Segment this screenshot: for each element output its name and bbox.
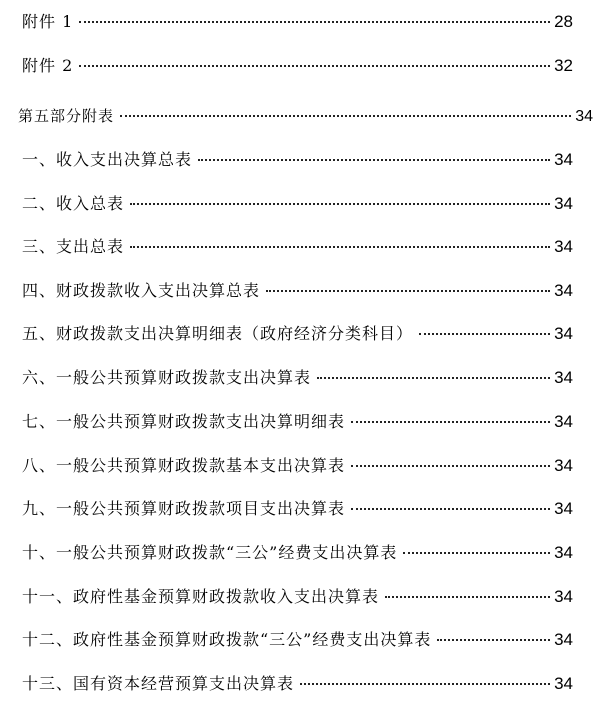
toc-entry-page: 34 [554,499,573,518]
dot-leader [266,290,550,292]
toc-entry-label: 六、一般公共预算财政拨款支出决算表 [22,368,312,387]
toc-entry-label: 附件 2 [22,56,74,75]
toc-entry-page: 28 [554,12,573,31]
dot-leader [351,421,550,423]
toc-entry-page: 34 [554,674,573,693]
toc-entry-label: 八、一般公共预算财政拨款基本支出决算表 [22,456,346,475]
toc-entry-label: 十、一般公共预算财政拨款“三公”经费支出决算表 [22,543,398,562]
toc-entry-page: 34 [554,368,573,387]
toc-entry-page: 34 [554,587,573,606]
toc-entry-page: 34 [554,150,573,169]
toc-entry-page: 32 [554,56,573,75]
toc-entry-label: 一、收入支出决算总表 [22,150,193,169]
toc-entry-label: 十三、国有资本经营预算支出决算表 [22,674,295,693]
dot-leader [130,203,550,205]
toc-entry-label: 第五部分附表 [18,107,115,125]
dot-leader [198,159,550,161]
toc-entry[interactable] [22,145,573,175]
dot-leader [419,333,550,335]
dot-leader [403,552,550,554]
toc-entry-page: 34 [554,630,573,649]
toc-entry-page: 34 [554,281,573,300]
dot-leader [317,377,550,379]
toc-entry-page: 34 [554,324,573,343]
toc-entry-label: 四、财政拨款收入支出决算总表 [22,281,261,300]
toc-entry-label: 附件 1 [22,12,74,31]
toc-entry-label: 二、收入总表 [22,194,125,213]
dot-leader [437,639,550,641]
toc-entry[interactable] [22,189,573,219]
toc-entry[interactable] [22,494,573,524]
toc-entry[interactable] [22,407,573,437]
toc-entry-label: 三、支出总表 [22,237,125,256]
dot-leader [79,65,550,67]
toc-entry-page: 34 [554,543,573,562]
toc-entry-label: 七、一般公共预算财政拨款支出决算明细表 [22,412,346,431]
toc-entry-page: 34 [554,237,573,256]
toc-entry-page: 34 [554,456,573,475]
dot-leader [300,683,550,685]
toc-entry[interactable] [22,319,573,349]
toc-entry[interactable] [22,582,573,612]
dot-leader [385,596,550,598]
toc-entry-label: 九、一般公共预算财政拨款项目支出决算表 [22,499,346,518]
toc-entry[interactable] [22,363,573,393]
toc-entry-label: 十一、政府性基金预算财政拨款收入支出决算表 [22,587,380,606]
toc-entry-page: 34 [554,194,573,213]
dot-leader [130,246,550,248]
toc-entry[interactable] [22,625,573,655]
toc-entry[interactable] [22,669,573,699]
dot-leader [351,465,550,467]
toc-entry-label: 十二、政府性基金预算财政拨款“三公”经费支出决算表 [22,630,432,649]
toc-entry-page: 34 [575,108,593,125]
dot-leader [351,508,550,510]
toc-entry-page: 34 [554,412,573,431]
toc-entry[interactable] [22,451,573,481]
toc-section-entry[interactable] [18,101,593,131]
toc-entry[interactable] [22,51,573,81]
toc-entry[interactable] [22,232,573,262]
dot-leader [120,115,571,117]
toc-entry[interactable] [22,276,573,306]
toc-entry[interactable] [22,7,573,37]
dot-leader [79,21,550,23]
toc-entry-label: 五、财政拨款支出决算明细表（政府经济分类科目） [22,324,414,343]
toc-entry[interactable] [22,538,573,568]
